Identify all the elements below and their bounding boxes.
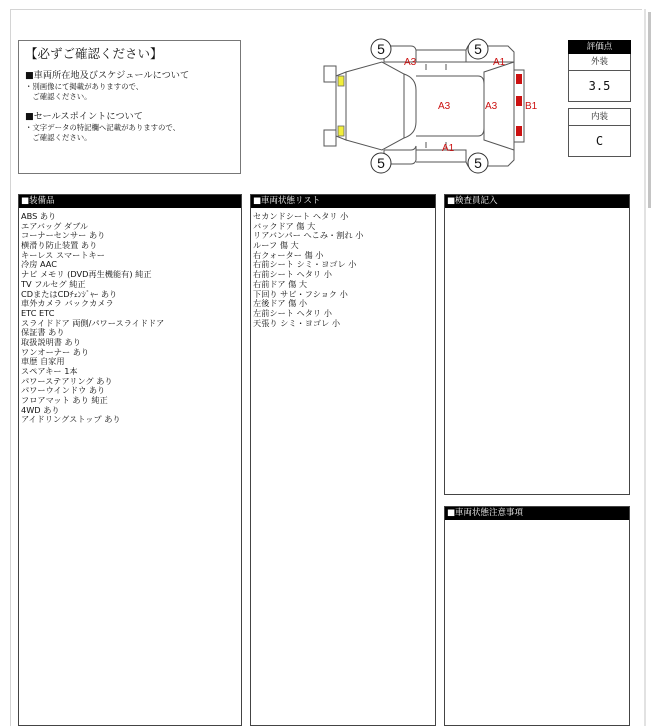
- list-item: 横滑り防止装置 あり: [21, 241, 98, 251]
- notice-box: [18, 40, 241, 174]
- rating-box: [568, 40, 631, 157]
- headlight-bottom-icon: [338, 126, 344, 136]
- list-item: TV フルセグ 純正: [21, 279, 86, 289]
- car-door-top: [416, 50, 466, 62]
- list-item: キーレス スマートキー: [21, 250, 105, 260]
- notice-salespoint-line-2: ご確認ください。: [25, 133, 92, 142]
- damage-label-roof: A3: [438, 101, 451, 112]
- list-item: ETC ETC: [21, 308, 55, 318]
- list-item: ルーフ 傷 大: [253, 241, 299, 251]
- damage-label-door-top: A3: [404, 57, 417, 68]
- list-item: スペアキー 1本: [21, 367, 78, 376]
- list-item: 車歴 自家用: [21, 357, 65, 367]
- damage-label-rear-bumper: B1: [525, 101, 538, 112]
- notice-title: 【必ずご確認ください】: [25, 46, 163, 61]
- notice-salespoint-line-1: ・文字データの特記欄へ記載がありますので、: [25, 123, 181, 132]
- list-item: 右クォーター 傷 小: [253, 250, 324, 260]
- list-item: コーナーセンサー あり: [21, 231, 106, 241]
- rating-header: 評価点: [568, 40, 631, 54]
- taillight-top-icon: [516, 74, 522, 84]
- exterior-label: 外装: [568, 54, 631, 71]
- list-item: アイドリングストップ あり: [21, 415, 121, 425]
- scroll-track[interactable]: [644, 9, 646, 726]
- list-item: パワーステアリング あり: [21, 376, 113, 386]
- car-front-bumper-corners: [324, 66, 336, 146]
- list-item: パワーウインドウ あり: [21, 386, 106, 396]
- taillight-bottom-icon: [516, 126, 522, 136]
- equipment-panel: [18, 194, 242, 726]
- car-hood: [346, 62, 404, 150]
- notice-location-line-1: ・別画像にて掲載がありますので、: [25, 82, 144, 91]
- interior-label: 内装: [568, 108, 631, 126]
- list-item: 左前シート ヘタリ 小: [253, 308, 332, 318]
- list-item: 左後ドア 傷 小: [253, 299, 308, 309]
- list-item: ナビ メモリ (DVD再生機能有) 純正: [21, 270, 152, 280]
- list-item: CDまたはCDﾁｪﾝｼﾞｬｰ あり: [21, 289, 118, 299]
- notice-location-line-2: ご確認ください。: [25, 92, 92, 101]
- notice-location-heading: ■車両所在地及びスケジュールについて: [25, 70, 190, 81]
- damage-label-quarter-top: A1: [493, 57, 506, 68]
- list-item: 天張り シミ・ヨゴレ 小: [253, 318, 341, 328]
- tire-front-bottom-label: 5: [377, 155, 385, 171]
- damage-label-rear: A3: [485, 101, 498, 112]
- exterior-value: 3.5: [568, 71, 631, 102]
- list-item: 車外カメラ バックカメラ: [21, 299, 114, 309]
- list-item: 4WD あり: [21, 405, 60, 415]
- list-item: 右前ドア 傷 大: [253, 279, 308, 289]
- car-windshield: [404, 74, 416, 138]
- tire-rear-bottom-label: 5: [474, 155, 482, 171]
- car-damage-diagram: [318, 36, 540, 176]
- inspector-panel: [444, 194, 630, 495]
- condition-header: ■車両状態リスト: [251, 195, 435, 208]
- tire-rear-top-label: 5: [474, 41, 482, 57]
- notes-panel: [444, 506, 630, 726]
- notice-salespoint-heading: ■セールスポイントについて: [25, 111, 143, 122]
- damage-label-door-bottom: A1: [442, 143, 455, 154]
- list-item: 保証書 あり: [21, 328, 65, 338]
- condition-list: [251, 208, 435, 328]
- tire-tread-circles: [371, 39, 488, 173]
- condition-panel: [250, 194, 436, 726]
- interior-value: C: [568, 126, 631, 157]
- list-item: ABS あり: [21, 212, 57, 221]
- notes-header: ■車両状態注意事項: [445, 507, 629, 520]
- equipment-header: ■装備品: [19, 195, 241, 208]
- list-item: スライドドア 両側/パワースライドドア: [21, 318, 165, 328]
- car-door-bottom: [416, 150, 466, 162]
- list-item: ワンオーナー あり: [21, 347, 90, 357]
- list-item: 冷房 AAC: [21, 260, 57, 270]
- taillight-mid-icon: [516, 96, 522, 106]
- tire-front-top-label: 5: [377, 41, 385, 57]
- list-item: 下回り サビ・フショク 小: [253, 289, 348, 299]
- list-item: 右前シート シミ・ヨゴレ 小: [253, 260, 357, 270]
- list-item: 取扱説明書 あり: [21, 337, 81, 347]
- list-item: エアバッグ ダブル: [21, 221, 89, 231]
- list-item: セカンドシート ヘタリ 小: [253, 212, 349, 221]
- list-item: バックドア 傷 大: [253, 221, 316, 231]
- list-item: リアバンパー へこみ・割れ 小: [253, 231, 364, 241]
- equipment-list: [19, 208, 241, 425]
- list-item: フロアマット あり 純正: [21, 396, 108, 406]
- list-item: 右前シート ヘタリ 小: [253, 270, 332, 280]
- headlight-top-icon: [338, 76, 344, 86]
- inspector-header: ■検査員記入: [445, 195, 629, 208]
